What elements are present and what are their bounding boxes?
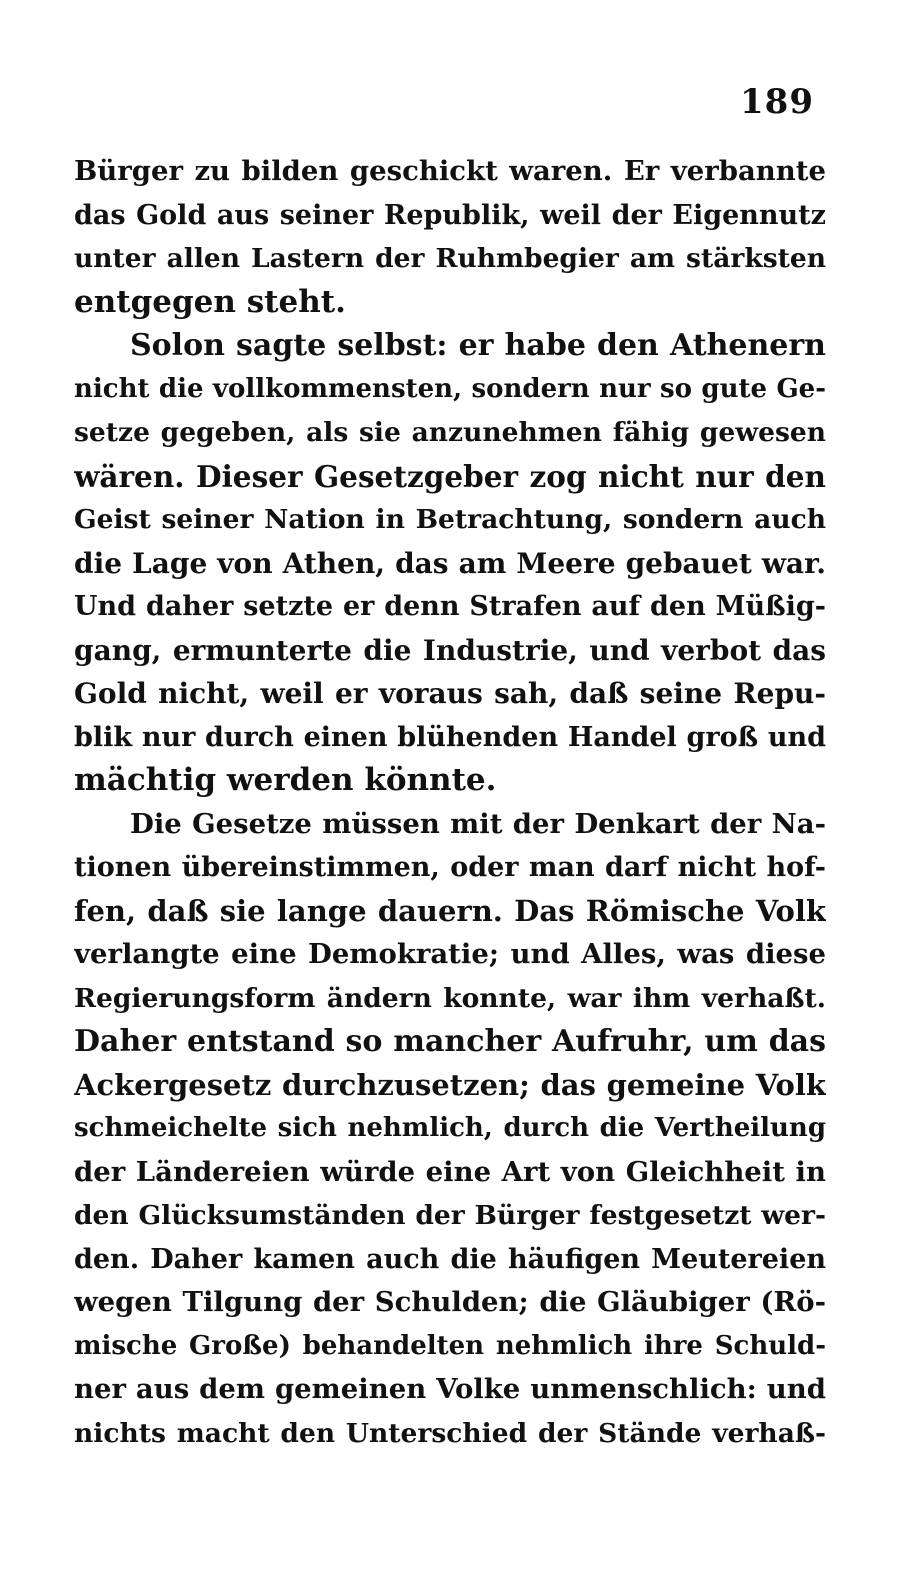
text-line: setze gegeben, als sie anzunehmen fähig gewesen <box>74 417 826 448</box>
text-line: Bürger zu bilden geschickt waren. Er verbannte <box>74 155 826 187</box>
text-line: Daher entstand so mancher Aufruhr, um das <box>74 1024 826 1059</box>
text-line: gang, ermunterte die Industrie, und verbot das <box>74 633 826 667</box>
text-line: den. Daher kamen auch die häufigen Meutereien <box>74 1243 826 1275</box>
paragraph-start-line: Solon sagte selbst: er habe den Athenern <box>130 328 826 363</box>
text-line: schmeichelte sich nehmlich, durch die Vertheilung <box>74 1113 826 1143</box>
text-line: mische Große) behandelten nehmlich ihre Schuld- <box>74 1330 826 1361</box>
text-line: unter allen Lastern der Ruhmbegier am stärksten <box>74 243 826 274</box>
text-line: den Glücksumständen der Bürger festgesetzt wer- <box>74 1200 826 1231</box>
body-text <box>74 150 826 1455</box>
text-line: das Gold aus seiner Republik, weil der Eigennutz <box>74 199 826 231</box>
text-line: wären. Dieser Gesetzgeber zog nicht nur den <box>74 458 826 494</box>
text-line: wegen Tilgung der Schulden; die Gläubiger (Rö- <box>74 1286 826 1318</box>
text-line: tionen übereinstimmen, oder man darf nicht hof- <box>74 852 826 883</box>
text-line: verlangte eine Demokratie; und Alles, was diese <box>74 938 826 970</box>
text-line: Und daher setzte er denn Strafen auf den Müßig- <box>74 591 826 622</box>
text-line: nicht die vollkommensten, sondern nur so gute Ge- <box>74 373 826 404</box>
page-number: 189 <box>740 82 814 122</box>
text-line: der Ländereien würde eine Art von Gleichheit in <box>74 1155 826 1188</box>
text-line: ner aus dem gemeinen Volke unmenschlich: und <box>74 1373 826 1405</box>
text-line: Geist seiner Nation in Betrachtung, sondern auch <box>74 504 826 535</box>
text-line: fen, daß sie lange dauern. Das Römische Volk <box>74 893 826 928</box>
text-line: Regierungsform ändern konnte, war ihm verhaßt. <box>74 982 826 1014</box>
text-line: nichts macht den Unterschied der Stände verhaß- <box>74 1417 826 1449</box>
text-line: die Lage von Athen, das am Meere gebauet war. <box>74 546 826 580</box>
text-line: blik nur durch einen blühenden Handel groß und <box>74 721 826 753</box>
text-line: entgegen steht. <box>74 283 346 320</box>
paragraph-start-line: Die Gesetze müssen mit der Denkart der Na- <box>130 807 826 840</box>
text-line: Gold nicht, weil er voraus sah, daß seine Repu- <box>74 677 826 710</box>
text-line: Ackergesetz durchzusetzen; das gemeine Volk <box>74 1067 826 1102</box>
text-line: mächtig werden könnte. <box>74 762 497 798</box>
